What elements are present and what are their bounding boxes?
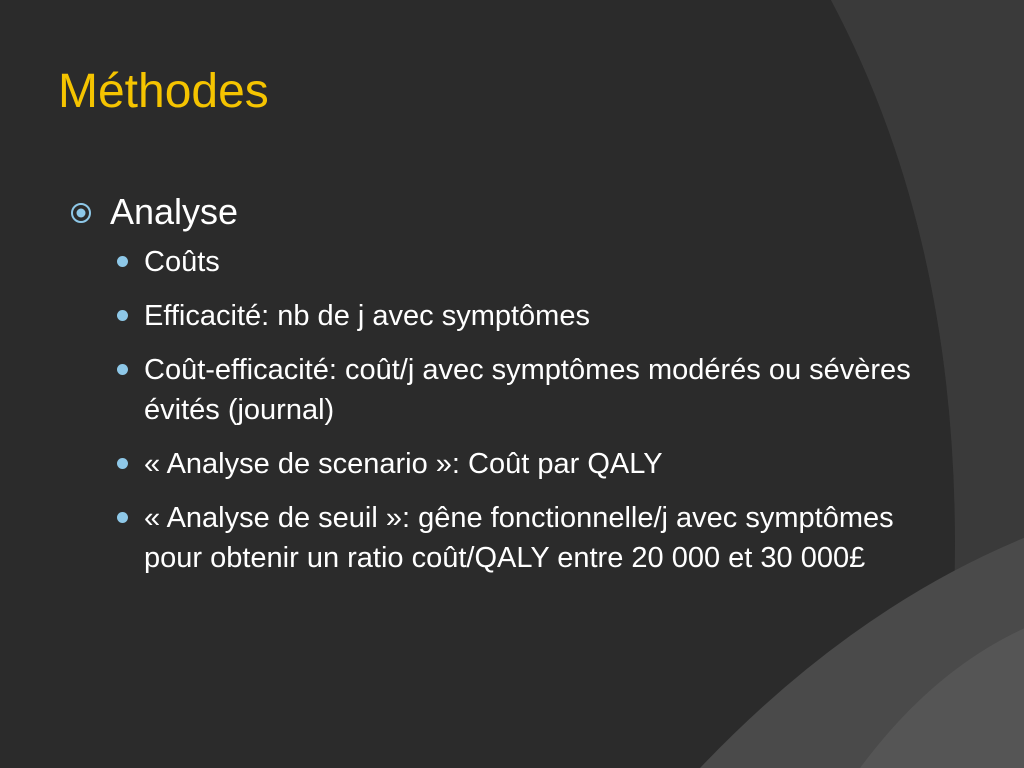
bullet-dot-icon xyxy=(117,310,128,321)
bullet-level1 xyxy=(70,188,940,236)
slide-content xyxy=(70,188,940,592)
bullet-dot-icon xyxy=(117,256,128,267)
bullet-dot-icon xyxy=(117,458,128,469)
sub-bullet-item xyxy=(70,444,940,484)
sub-bullet-item xyxy=(70,242,940,282)
sub-bullet-text: « Analyse de seuil »: gêne fonctionnelle/j avec symptômes pour obtenir un ratio coût/QALY entre 20 000 et 30 000£ xyxy=(144,502,894,574)
bullet-level1-label: Analyse xyxy=(110,191,239,232)
sub-bullet-item xyxy=(70,296,940,336)
circled-dot-icon xyxy=(70,202,92,224)
sub-bullet-item xyxy=(70,498,940,578)
sub-bullet-list xyxy=(70,242,940,578)
bullet-dot-icon xyxy=(117,364,128,375)
sub-bullet-text: Coût-efficacité: coût/j avec symptômes modérés ou sévères évités (journal) xyxy=(144,354,911,426)
sub-bullet-text: Coûts xyxy=(144,246,220,278)
slide-title: Méthodes xyxy=(58,65,269,118)
sub-bullet-text: « Analyse de scenario »: Coût par QALY xyxy=(144,448,663,480)
sub-bullet-text: Efficacité: nb de j avec symptômes xyxy=(144,300,590,332)
bullet-dot-icon xyxy=(117,512,128,523)
sub-bullet-item xyxy=(70,350,940,430)
